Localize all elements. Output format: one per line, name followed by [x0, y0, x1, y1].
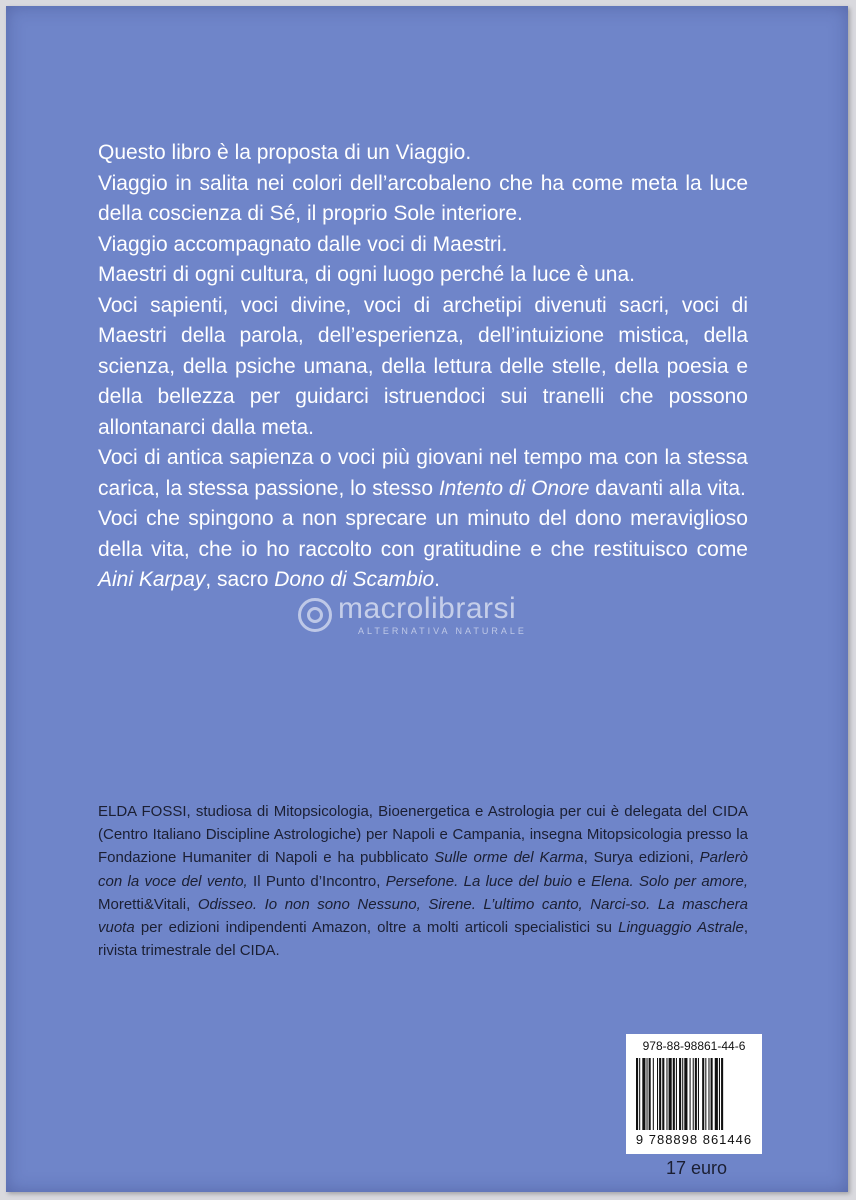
barcode-bar: [636, 1058, 638, 1130]
barcode-bar: [647, 1058, 648, 1130]
barcode-bar: [639, 1058, 640, 1130]
watermark-name: macrolibrarsi: [338, 592, 517, 625]
blurb-line: Questo libro è la proposta di un Viaggio.: [98, 141, 472, 164]
barcode-bar: [673, 1058, 675, 1130]
barcode-bar: [690, 1058, 691, 1130]
blurb-line: Voci sapienti, voci divine, voci di archetipi divenuti sacri, voci di Maestri della parola, dell’esperienza, dell’intuizione mistica, della scienza, della psiche umana, della lettura delle stelle, della poesia e della bellezza per guidarci istruendoci sui tranelli che possono allontanarci dalla meta.: [98, 293, 748, 439]
barcode-bar: [679, 1058, 681, 1130]
bio-fragment: Moretti&Vitali,: [98, 895, 198, 913]
barcode-bar: [721, 1058, 723, 1130]
blurb-text: [98, 138, 748, 596]
barcode-bar: [684, 1058, 687, 1130]
barcode-bar: [702, 1058, 704, 1130]
blurb-line: [98, 504, 748, 596]
barcode-bar: [698, 1058, 699, 1130]
bio-fragment: , Surya edizioni,: [583, 849, 700, 867]
blurb-fragment: , sacro: [205, 568, 275, 591]
barcode-bar: [715, 1058, 718, 1130]
bio-paragraph: [98, 800, 748, 962]
blurb-italic: Intento di Onore: [438, 476, 590, 500]
barcode-bars: [636, 1058, 752, 1130]
barcode-bar: [642, 1058, 645, 1130]
watermark: [298, 592, 598, 638]
blurb-line: [98, 443, 748, 504]
barcode-bar: [676, 1058, 677, 1130]
bio-italic: Elena. Solo per amore,: [591, 872, 749, 890]
watermark-logo-icon: [298, 598, 332, 632]
blurb-line: Viaggio in salita nei colori dell’arcobaleno che ha come meta la luce della coscienza di Sé, il proprio Sole interiore.: [98, 171, 748, 225]
barcode: [626, 1034, 762, 1154]
barcode-bar: [659, 1058, 661, 1130]
barcode-bar: [653, 1058, 654, 1130]
barcode-bar: [719, 1058, 720, 1130]
bio-italic: Odisseo. Io non sono Nessuno, Sirene. L’ultimo canto, Narci-so. La maschera vuota: [98, 895, 748, 937]
blurb-line: Maestri di ogni cultura, di ogni luogo perché la luce è una.: [98, 263, 635, 286]
barcode-bar: [662, 1058, 664, 1130]
blurb-italic: Dono di Scambio: [274, 568, 435, 591]
bio-fragment: Il Punto d’Incontro,: [247, 872, 386, 890]
bio-fragment: , rivista trimestrale del CIDA.: [98, 919, 748, 960]
barcode-bar: [695, 1058, 697, 1130]
bio-fragment: e: [572, 872, 592, 890]
isbn-number: 978-88-98861-44-6: [642, 1039, 746, 1053]
barcode-bar: [711, 1058, 713, 1130]
bio-italic: Sulle orme del Karma: [434, 849, 584, 867]
author-bio: [98, 800, 748, 962]
blurb-italic: Aini Karpay: [98, 568, 206, 591]
bio-italic: Linguaggio Astrale: [618, 919, 744, 937]
bio-fragment: per edizioni indipendenti Amazon, oltre a molti articoli specialistici su: [134, 919, 619, 937]
price: 17 euro: [666, 1158, 728, 1178]
bio-italic: Persefone. La luce del buio: [385, 872, 573, 890]
barcode-bar: [666, 1058, 667, 1130]
barcode-bar: [682, 1058, 683, 1130]
barcode-bar: [708, 1058, 709, 1130]
blurb-line: Viaggio accompagnato dalle voci di Maestri.: [98, 232, 508, 256]
barcode-digits: 9 788898 861446: [635, 1132, 753, 1147]
blurb-fragment: .: [434, 568, 441, 591]
barcode-bar: [705, 1058, 706, 1130]
blurb-fragment: davanti alla vita.: [589, 476, 746, 500]
barcode-bar: [657, 1058, 658, 1130]
blurb-fragment: Voci di antica sapienza o voci più giovani nel tempo ma con la stessa carica, la stessa passione, lo stesso: [98, 446, 748, 500]
barcode-bar: [669, 1058, 672, 1130]
watermark-tagline: ALTERNATIVA NATURALE: [358, 626, 527, 636]
barcode-bar: [693, 1058, 694, 1130]
barcode-bar: [649, 1058, 651, 1130]
book-back-cover: [6, 6, 848, 1192]
bio-italic: Parlerò con la voce del vento,: [98, 849, 748, 890]
bio-fragment: ELDA FOSSI, studiosa di Mitopsicologia, Bioenergetica e Astrologia per cui è delegata del CIDA (Centro Italiano Discipline Astrologiche) per Napoli e Campania, insegna Mitopsicologia presso la Fondazione Humaniter di Napoli e ha pubblicato: [98, 803, 748, 867]
blurb-fragment: Voci che spingono a non sprecare un minuto del dono meraviglioso della vita, che io ho raccolto con gratitudine e che restituisco come: [98, 507, 748, 561]
